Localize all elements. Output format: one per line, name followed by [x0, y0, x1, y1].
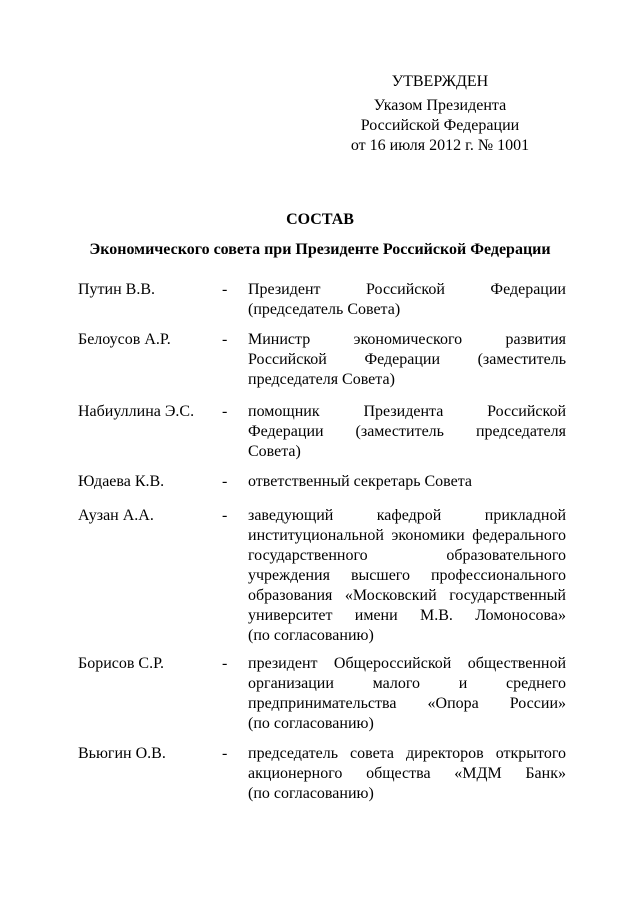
member-role-line: (по согласованию): [248, 715, 374, 732]
member-name: Аузан А.А.: [78, 507, 154, 524]
member-role-line: государственного образовательного: [248, 547, 566, 564]
member-role: [248, 330, 566, 390]
separator-dash: -: [222, 331, 228, 348]
member-role-line: председатель совета директоров открытого: [248, 745, 566, 762]
decree-reference: [330, 96, 550, 156]
member-name: Юдаева К.В.: [78, 473, 165, 490]
member-role: [248, 506, 566, 646]
member-role-line: учреждения высшего профессионального: [248, 567, 566, 584]
separator-dash: -: [222, 655, 228, 672]
member-name: Белоусов А.Р.: [78, 331, 171, 348]
member-name: Вьюгин О.В.: [78, 745, 166, 762]
member-role-line: организации малого и среднего: [248, 675, 566, 692]
member-role-line: институциональной экономики федерального: [248, 527, 566, 544]
member-role-line: ответственный секретарь Совета: [248, 473, 473, 490]
member-role-line: председателя Совета): [248, 371, 395, 388]
decree-line: Российской Федерации: [360, 117, 520, 134]
decree-line: от 16 июля 2012 г. № 1001: [350, 137, 530, 154]
member-role: [248, 744, 566, 804]
document-title: СОСТАВ: [286, 211, 354, 228]
member-role-line: (председатель Совета): [248, 301, 401, 318]
member-role: [248, 654, 566, 734]
document-subtitle: Экономического совета при Президенте Российской Федерации: [89, 241, 551, 258]
member-role-line: акционерного общества «МДМ Банк»: [248, 765, 566, 782]
member-role: [248, 280, 566, 320]
member-role-line: президент Общероссийской общественной: [248, 655, 566, 672]
decree-line: Указом Президента: [373, 97, 507, 114]
member-name: Путин В.В.: [78, 281, 156, 298]
member-role: [248, 402, 566, 462]
separator-dash: -: [222, 281, 228, 298]
member-role-line: (по согласованию): [248, 627, 374, 644]
separator-dash: -: [222, 745, 228, 762]
member-name: Борисов С.Р.: [78, 655, 164, 672]
separator-dash: -: [222, 507, 228, 524]
member-role-line: образования «Московский государственный: [248, 587, 566, 604]
member-role-line: помощник Президента Российской: [248, 403, 566, 420]
member-role: [248, 472, 566, 492]
member-name: Набиуллина Э.С.: [78, 403, 195, 420]
member-role-line: Федерации (заместитель председателя: [248, 423, 566, 440]
member-role-line: Министр экономического развития: [248, 331, 566, 348]
member-role-line: предпринимательства «Опора России»: [248, 695, 566, 712]
member-role-line: университет имени М.В. Ломоносова»: [248, 607, 566, 624]
member-role-line: Президент Российской Федерации: [248, 281, 566, 298]
approved-label: УТВЕРЖДЕН: [391, 73, 489, 90]
member-role-line: Российской Федерации (заместитель: [248, 351, 566, 368]
separator-dash: -: [222, 473, 228, 490]
separator-dash: -: [222, 403, 228, 420]
member-role-line: Совета): [248, 443, 301, 460]
member-role-line: заведующий кафедрой прикладной: [248, 507, 566, 524]
member-role-line: (по согласованию): [248, 785, 374, 802]
